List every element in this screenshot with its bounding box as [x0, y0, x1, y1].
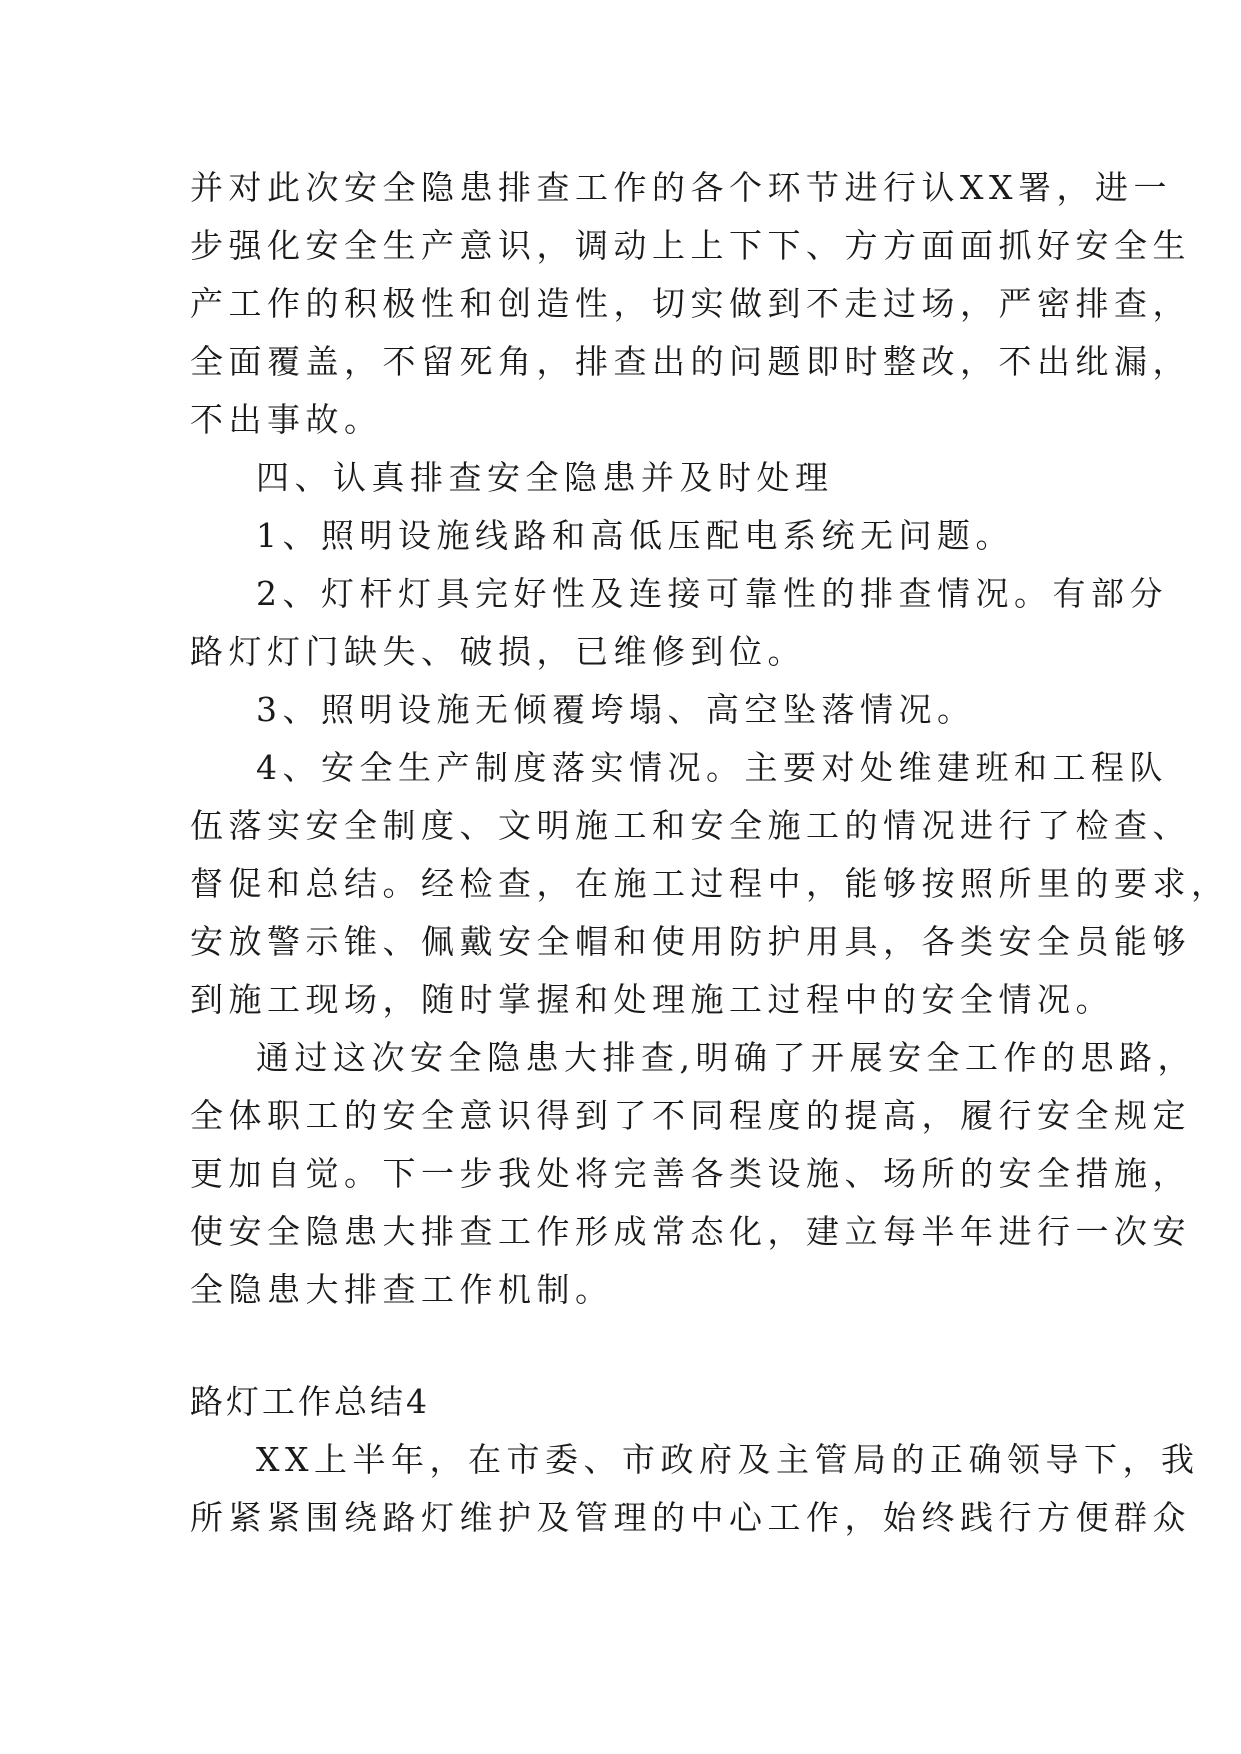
paragraph-line: 产工作的积极性和创造性，切实做到不走过场，严密排查， — [190, 284, 1191, 323]
paragraph-line: 安放警示锥、佩戴安全帽和使用防护用具，各类安全员能够 — [190, 922, 1191, 961]
paragraph-line: XX上半年，在市委、市政府及主管局的正确领导下，我 — [256, 1440, 1200, 1479]
paragraph-line: 通过这次安全隐患大排查,明确了开展安全工作的思路， — [256, 1038, 1196, 1077]
paragraph-line: 全面覆盖，不留死角，排查出的问题即时整改，不出纰漏， — [190, 342, 1191, 381]
paragraph-line: 不出事故。 — [190, 400, 383, 439]
list-item-1: 1、照明设施线路和高低压配电系统无问题。 — [256, 516, 1014, 555]
paragraph-line: 路灯灯门缺失、破损，已维修到位。 — [190, 632, 806, 671]
list-item-2: 2、灯杆灯具完好性及连接可靠性的排查情况。有部分 — [256, 574, 1168, 613]
paragraph-line: 伍落实安全制度、文明施工和安全施工的情况进行了检查、 — [190, 806, 1191, 845]
section-heading: 四、认真排查安全隐患并及时处理 — [256, 458, 834, 497]
paragraph-line: 步强化安全生产意识，调动上上下下、方方面面抓好安全生 — [190, 226, 1191, 265]
section-title: 路灯工作总结4 — [190, 1382, 430, 1421]
paragraph-line: 使安全隐患大排查工作形成常态化，建立每半年进行一次安 — [190, 1212, 1191, 1251]
paragraph-line: 更加自觉。下一步我处将完善各类设施、场所的安全措施， — [190, 1154, 1191, 1193]
paragraph-line: 到施工现场，随时掌握和处理施工过程中的安全情况。 — [190, 980, 1114, 1019]
paragraph-line: 全隐患大排查工作机制。 — [190, 1270, 614, 1309]
paragraph-line: 并对此次安全隐患排查工作的各个环节进行认XX署，进一 — [190, 168, 1172, 207]
paragraph-line: 督促和总结。经检查，在施工过程中，能够按照所里的要求， — [190, 864, 1230, 903]
paragraph-line: 所紧紧围绕路灯维护及管理的中心工作，始终践行方便群众 — [190, 1498, 1191, 1537]
paragraph-line: 全体职工的安全意识得到了不同程度的提高，履行安全规定 — [190, 1096, 1191, 1135]
list-item-4: 4、安全生产制度落实情况。主要对处维建班和工程队 — [256, 748, 1168, 787]
list-item-3: 3、照明设施无倾覆垮塌、高空坠落情况。 — [256, 690, 976, 729]
